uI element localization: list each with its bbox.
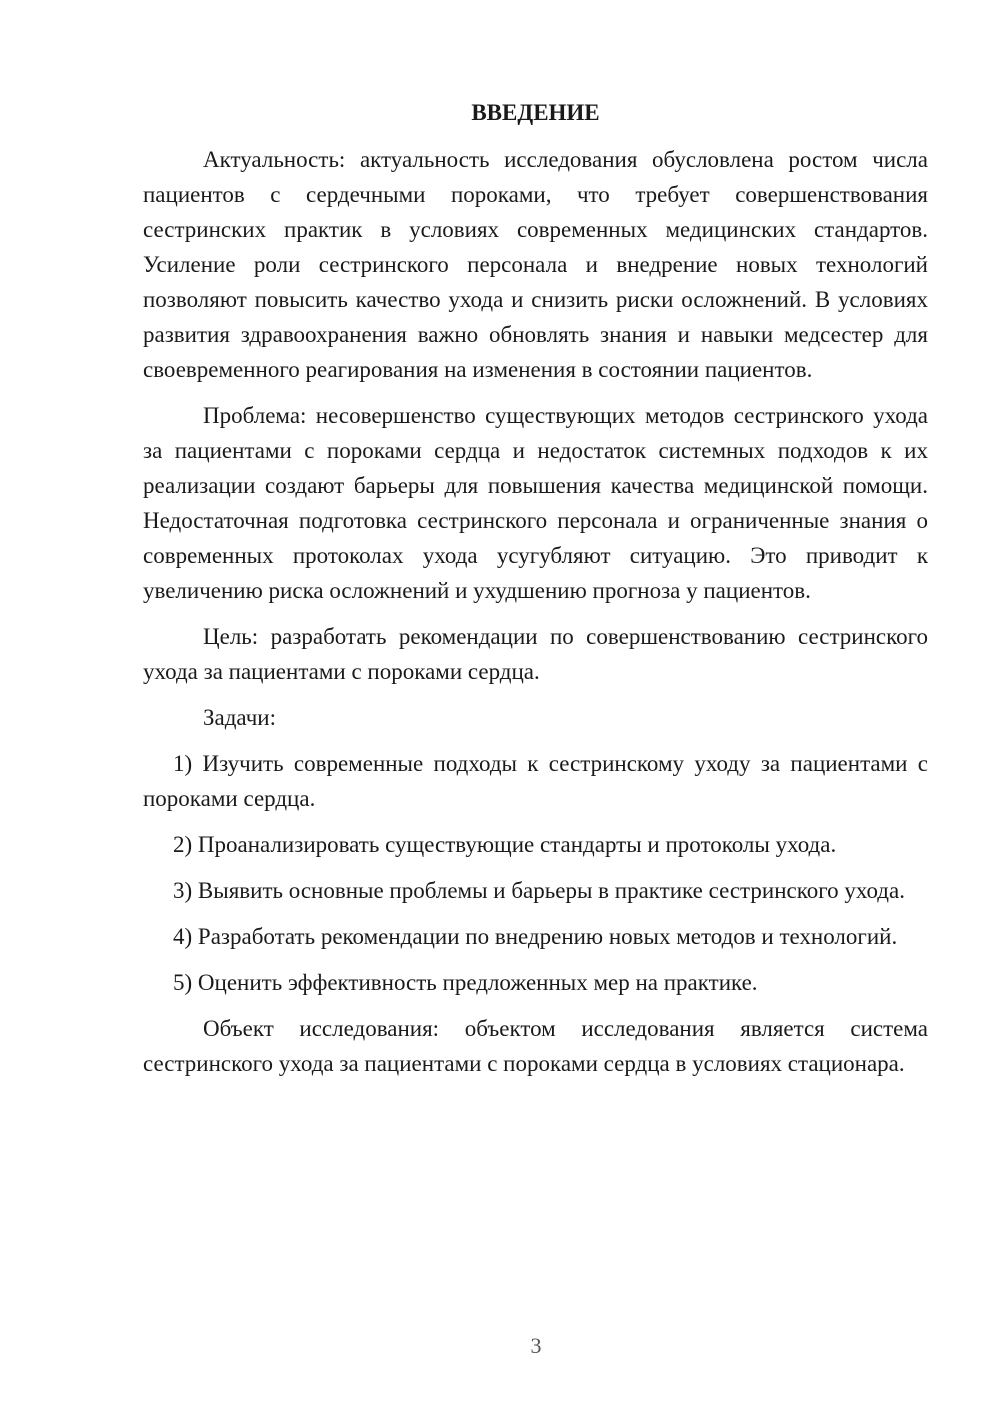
task-item-2: 2) Проанализировать существующие стандарты и протоколы ухода.: [173, 832, 837, 857]
task-item-1: 1) Изучить современные подходы к сестринскому уходу за пациентами с пороками сердца.: [143, 751, 928, 811]
paragraph-goal: Цель: разработать рекомендации по совершенствованию сестринского ухода за пациентами с пороками сердца.: [143, 624, 928, 684]
task-item-5: 5) Оценить эффективность предложенных мер на практике.: [173, 970, 758, 995]
task-item-4: 4) Разработать рекомендации по внедрению новых методов и технологий.: [173, 924, 898, 949]
page-content: [143, 95, 928, 1092]
tasks-label: Задачи:: [203, 705, 276, 730]
paragraph-problem: Проблема: несовершенство существующих методов сестринского ухода за пациентами с пороками сердца и недостаток системных подходов к их реализации создают барьеры для повышения качества медицинской помощи. Недостаточная подготовка сестринского персонала и ограниченные знания о современных протоколах ухода усугубляют ситуацию. Это приводит к увеличению риска осложнений и ухудшению прогноза у пациентов.: [143, 403, 928, 603]
paragraph-relevance: Актуальность: актуальность исследования обусловлена ростом числа пациентов с сердечными пороками, что требует совершенствования сестринских практик в условиях современных медицинских стандартов. Усиление роли сестринского персонала и внедрение новых технологий позволяют повысить качество ухода и снизить риски осложнений. В условиях развития здравоохранения важно обновлять знания и навыки медсестер для своевременного реагирования на изменения в состоянии пациентов.: [143, 147, 928, 382]
page-number: 3: [530, 1333, 542, 1358]
task-item-3: 3) Выявить основные проблемы и барьеры в практике сестринского ухода.: [173, 878, 905, 903]
paragraph-object: Объект исследования: объектом исследования является система сестринского ухода за пациентами с пороками сердца в условиях стационара.: [143, 1016, 928, 1076]
section-heading: ВВЕДЕНИЕ: [471, 100, 600, 125]
